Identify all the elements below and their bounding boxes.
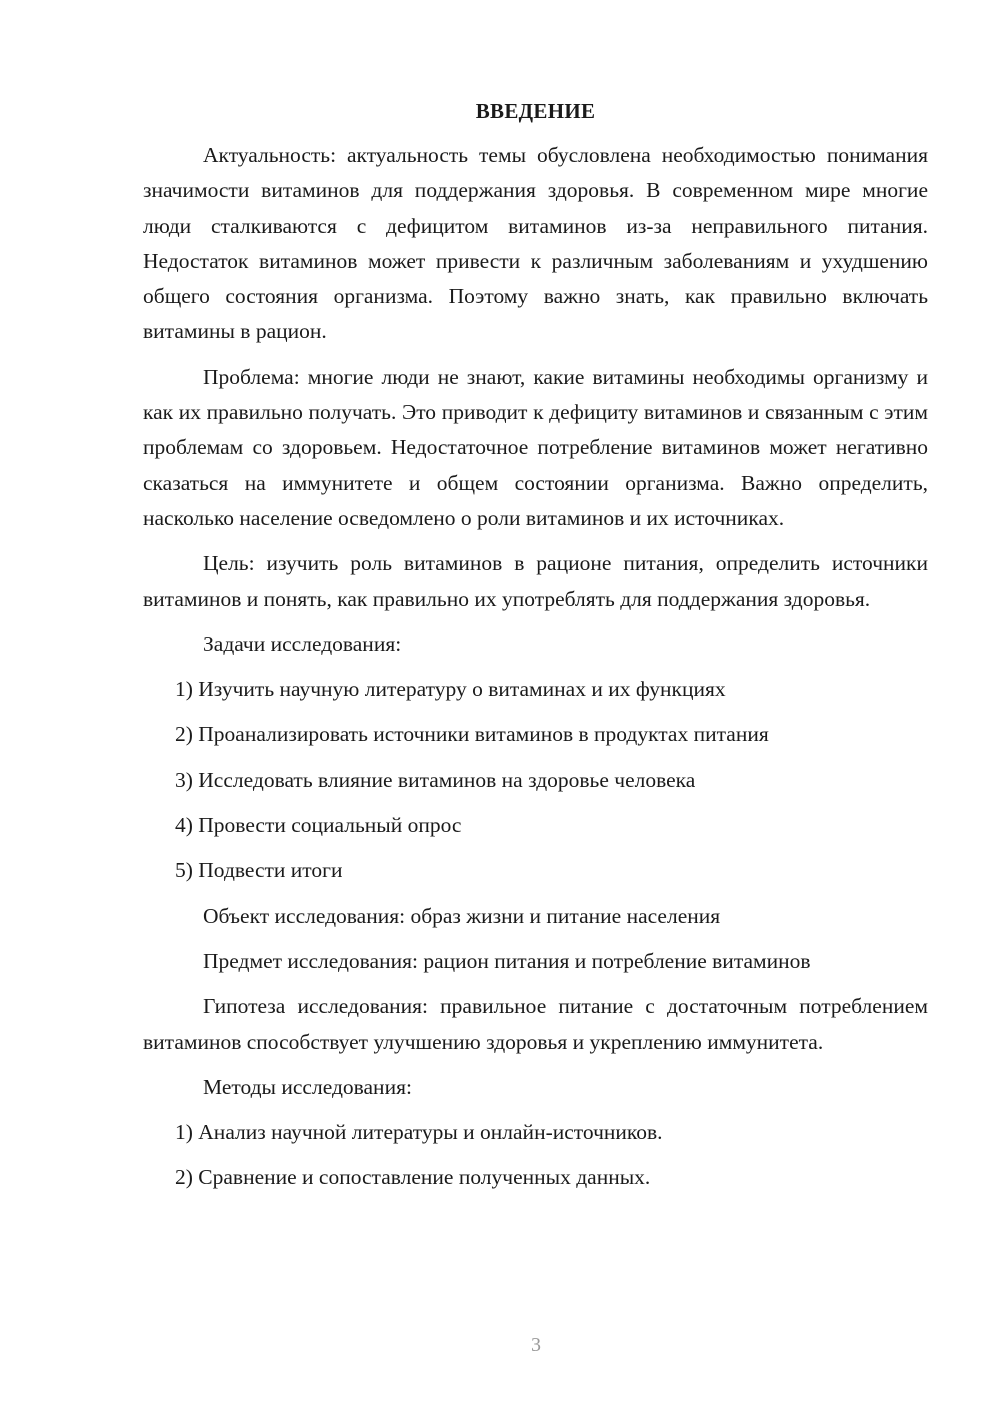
page-number: 3	[531, 1334, 541, 1356]
section-title: ВВЕДЕНИЕ	[475, 99, 596, 123]
list-item: 2) Проанализировать источники витаминов в продуктах питания	[175, 722, 769, 747]
research-object: Объект исследования: образ жизни и питание населения	[203, 903, 721, 928]
page-content	[143, 92, 928, 1206]
list-item: 4) Провести социальный опрос	[175, 813, 462, 838]
methods-list	[143, 1115, 928, 1196]
problem-paragraph: Проблема: многие люди не знают, какие витамины необходимы организму и как их правильно получать. Это приводит к дефициту витаминов и связанным с этим проблемам со здоровьем. Недостаточное потребление витаминов может негативно сказаться на иммунитете и общем состоянии организма. Важно определить, насколько население осведомлено о роли витаминов и их источниках.	[143, 364, 928, 530]
list-item: 2) Сравнение и сопоставление полученных данных.	[175, 1165, 651, 1190]
list-item: 1) Изучить научную литературу о витаминах и их функциях	[175, 677, 726, 702]
list-item: 5) Подвести итоги	[175, 858, 343, 883]
tasks-heading: Задачи исследования:	[203, 631, 402, 656]
tasks-list	[143, 672, 928, 888]
list-item: 1) Анализ научной литературы и онлайн-источников.	[175, 1120, 663, 1145]
research-subject: Предмет исследования: рацион питания и потребление витаминов	[203, 948, 811, 973]
methods-heading: Методы исследования:	[203, 1074, 412, 1099]
goal-paragraph: Цель: изучить роль витаминов в рационе питания, определить источники витаминов и понять, как правильно их употреблять для поддержания здоровья.	[143, 551, 928, 611]
relevance-paragraph: Актуальность: актуальность темы обусловлена необходимостью понимания значимости витаминов для поддержания здоровья. В современном мире многие люди сталкиваются с дефицитом витаминов из-за неправильного питания. Недостаток витаминов может привести к различным заболеваниям и ухудшению общего состояния организма. Поэтому важно знать, как правильно включать витамины в рацион.	[143, 143, 928, 344]
hypothesis-paragraph: Гипотеза исследования: правильное питание с достаточным потреблением витаминов способствует улучшению здоровья и укреплению иммунитета.	[143, 994, 928, 1054]
list-item: 3) Исследовать влияние витаминов на здоровье человека	[175, 767, 696, 792]
